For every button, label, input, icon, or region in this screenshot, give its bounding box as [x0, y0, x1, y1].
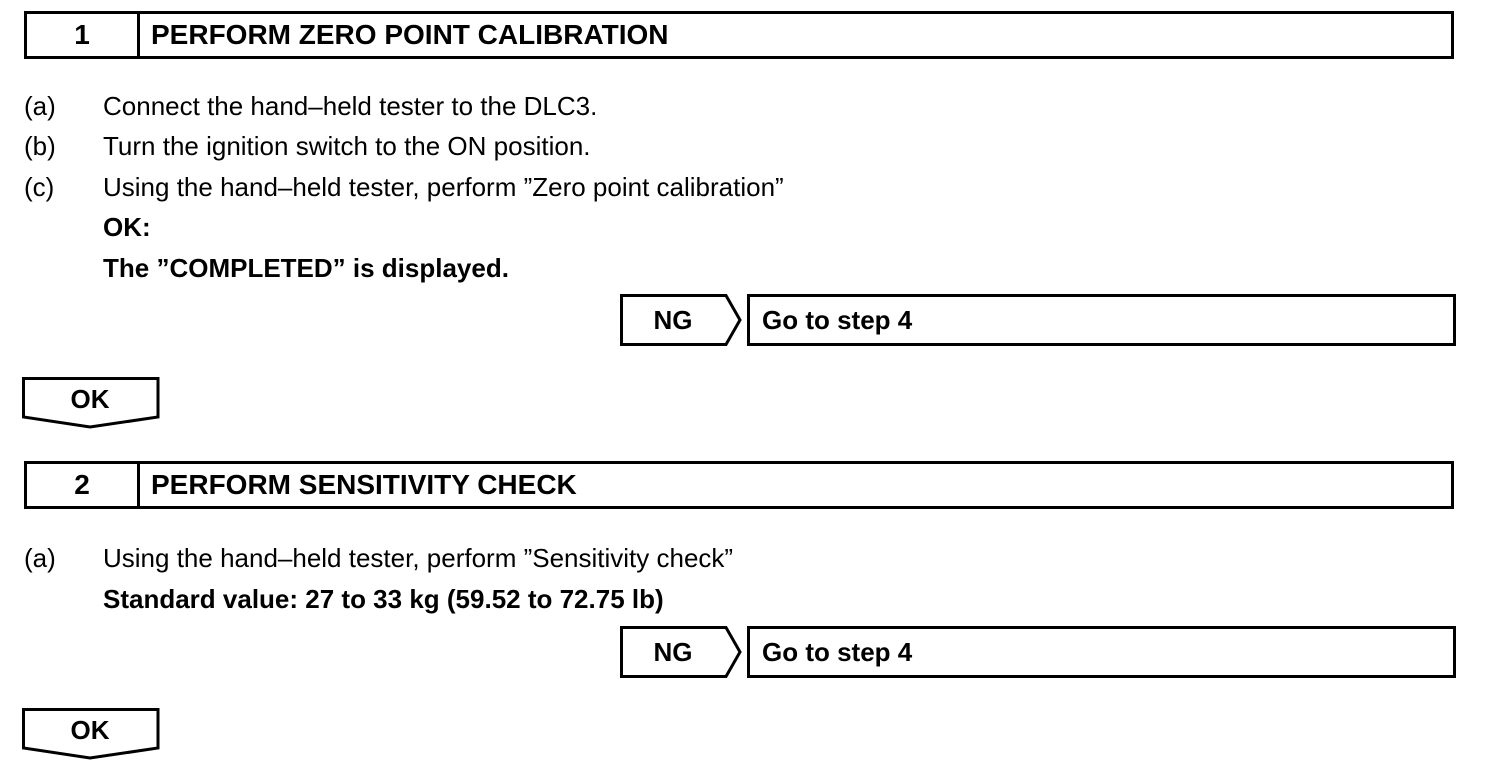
ng-branch-2	[620, 626, 1458, 678]
instruction-label: (c)	[24, 172, 55, 202]
step-title: PERFORM SENSITIVITY CHECK	[151, 469, 577, 500]
instruction-label: (a)	[24, 91, 56, 121]
instruction-a	[0, 543, 1504, 573]
instruction-text: Using the hand–held tester, perform ”Zero point calibration”	[103, 172, 784, 202]
ng-label: NG	[653, 304, 693, 335]
ok-label: OK	[70, 714, 110, 745]
ng-label: NG	[653, 636, 693, 667]
ng-branch-1	[620, 294, 1458, 346]
instruction-text: Using the hand–held tester, perform ”Sensitivity check”	[103, 543, 734, 573]
step-number: 2	[27, 464, 140, 506]
instruction-c	[0, 172, 1504, 202]
step-number: 1	[27, 14, 140, 56]
instruction-label: (a)	[24, 543, 56, 573]
go-to-step-link[interactable]: Go to step 4	[747, 626, 1456, 678]
ok-arrow-1	[22, 377, 162, 431]
instruction-a	[0, 91, 1504, 121]
step-title: PERFORM ZERO POINT CALIBRATION	[151, 19, 669, 50]
ok-label: OK	[70, 383, 110, 414]
step-1-header	[24, 11, 1454, 59]
step-2-header	[24, 461, 1454, 509]
ok-condition: The ”COMPLETED” is displayed.	[103, 253, 509, 283]
instruction-label: (b)	[24, 131, 56, 161]
instruction-b	[0, 131, 1504, 161]
instruction-text: Connect the hand–held tester to the DLC3.	[103, 91, 598, 121]
ok-arrow-2	[22, 708, 162, 762]
go-to-step-link[interactable]: Go to step 4	[747, 294, 1456, 346]
ok-heading: OK:	[103, 212, 151, 242]
instruction-text: Turn the ignition switch to the ON position.	[103, 131, 591, 161]
standard-value: Standard value: 27 to 33 kg (59.52 to 72.75 lb)	[103, 584, 664, 614]
